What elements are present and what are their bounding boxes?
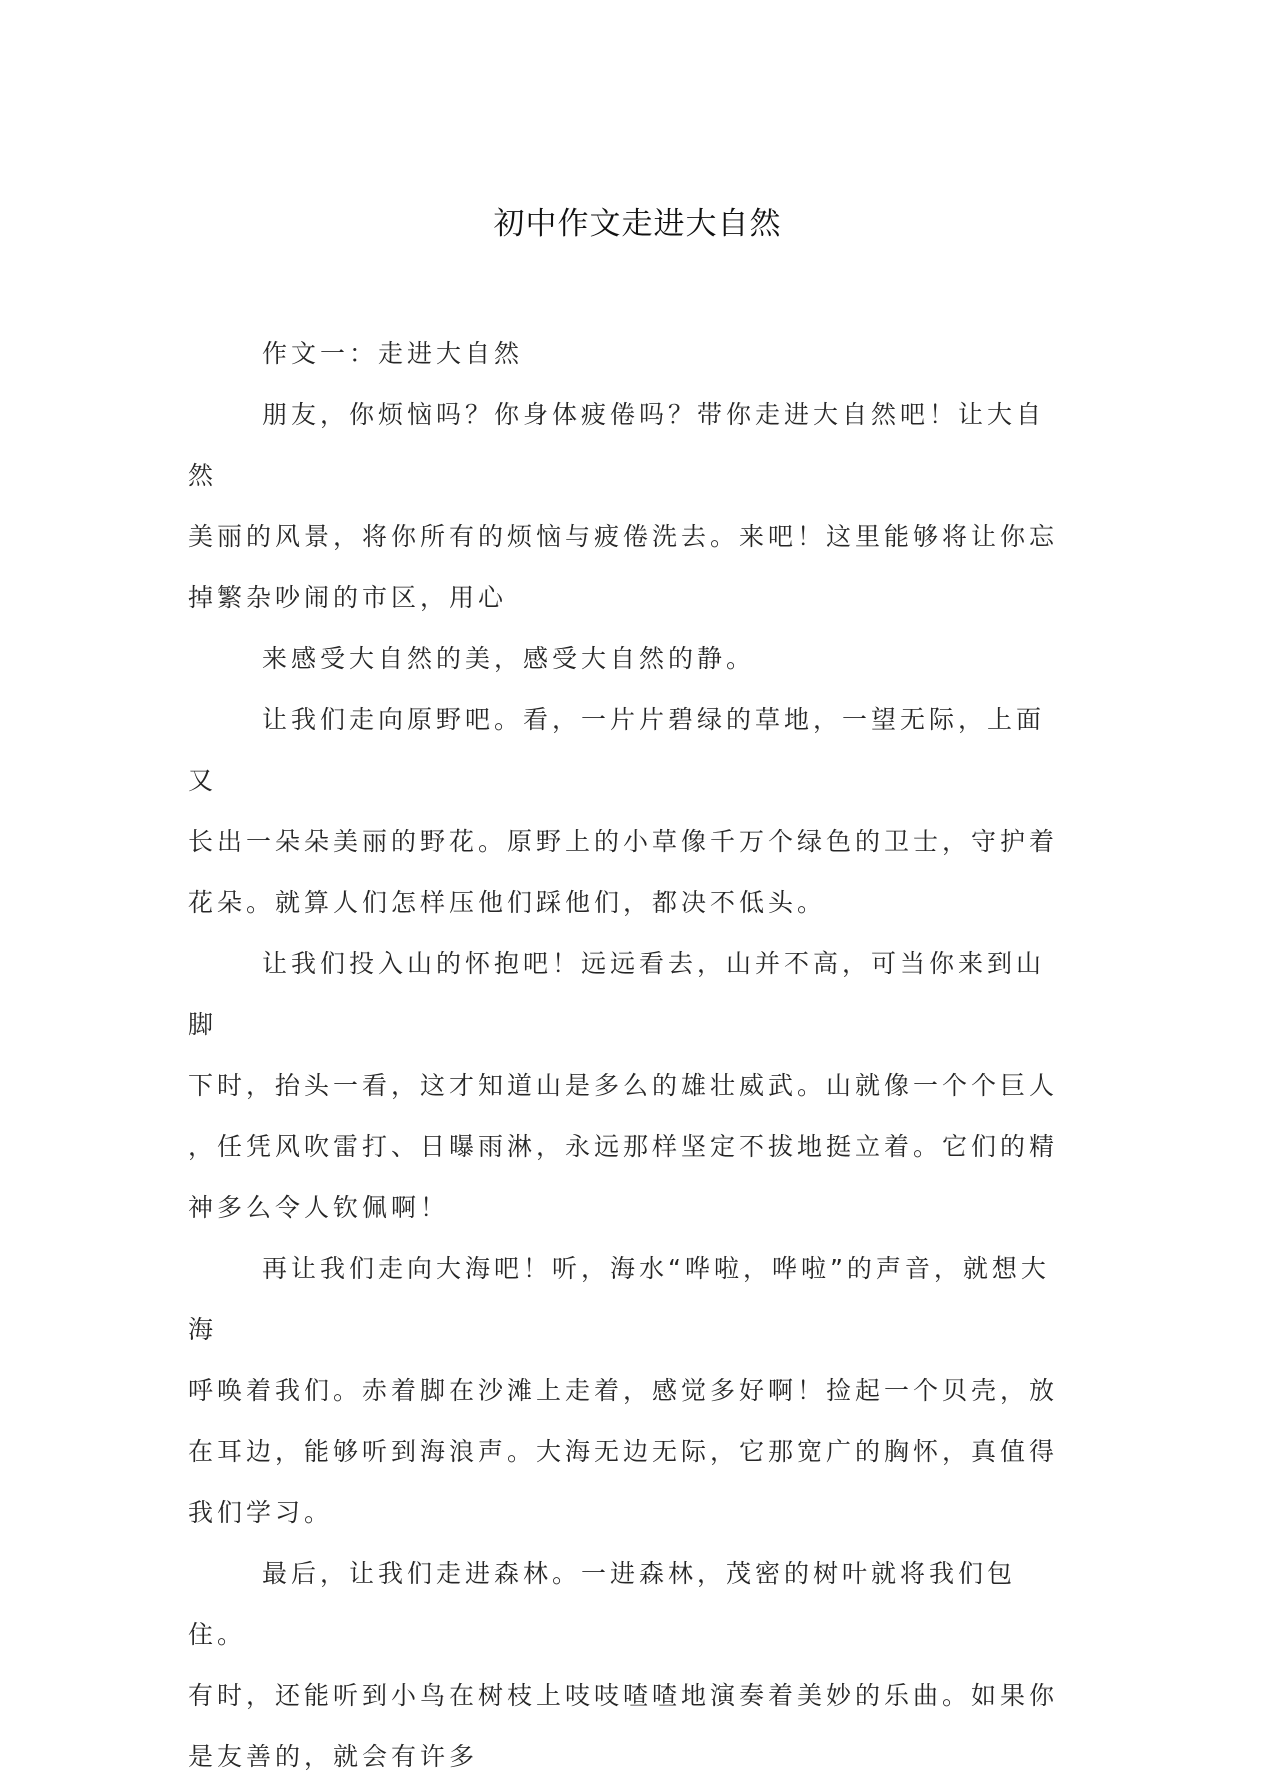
paragraph-heading: 作文一：走进大自然: [262, 339, 524, 368]
paragraph-sea: 再让我们走向大海吧！听，海水“哗啦，哗啦”的声音，就想大海 呼唤着我们。赤着脚在沙滩上走着，感觉多好啊！捡起一个贝壳，放 在耳边，能够听到海浪声。大海无边无际，它那宽广的胸怀，真值得 我们学习。: [188, 1254, 1059, 1527]
paragraph-intro-continued: 来感受大自然的美，感受大自然的静。: [262, 644, 756, 673]
document-title: 初中作文走进大自然: [493, 206, 782, 242]
paragraph-intro: 朋友，你烦恼吗？你身体疲倦吗？带你走进大自然吧！让大自然 美丽的风景，将你所有的烦恼与疲倦洗去。来吧！这里能够将让你忘 掉繁杂吵闹的市区，用心: [188, 400, 1059, 612]
paragraph-forest: 最后，让我们走进森林。一进森林，茂密的树叶就将我们包住。 有时，还能听到小鸟在树枝上吱吱喳喳地演奏着美妙的乐曲。如果你 是友善的，就会有许多: [188, 1559, 1059, 1771]
paragraph-field: 让我们走向原野吧。看，一片片碧绿的草地，一望无际，上面又 长出一朵朵美丽的野花。原野上的小草像千万个绿色的卫士，守护着 花朵。就算人们怎样压他们踩他们，都决不低头。: [188, 705, 1059, 917]
document-body: [188, 323, 1068, 1787]
paragraph-mountain: 让我们投入山的怀抱吧！远远看去，山并不高，可当你来到山脚 下时，抬头一看，这才知道山是多么的雄壮威武。山就像一个个巨人 ，任凭风吹雷打、日曝雨淋，永远那样坚定不拔地挺立着。它们的精 神多么令人钦佩啊！: [188, 949, 1059, 1222]
